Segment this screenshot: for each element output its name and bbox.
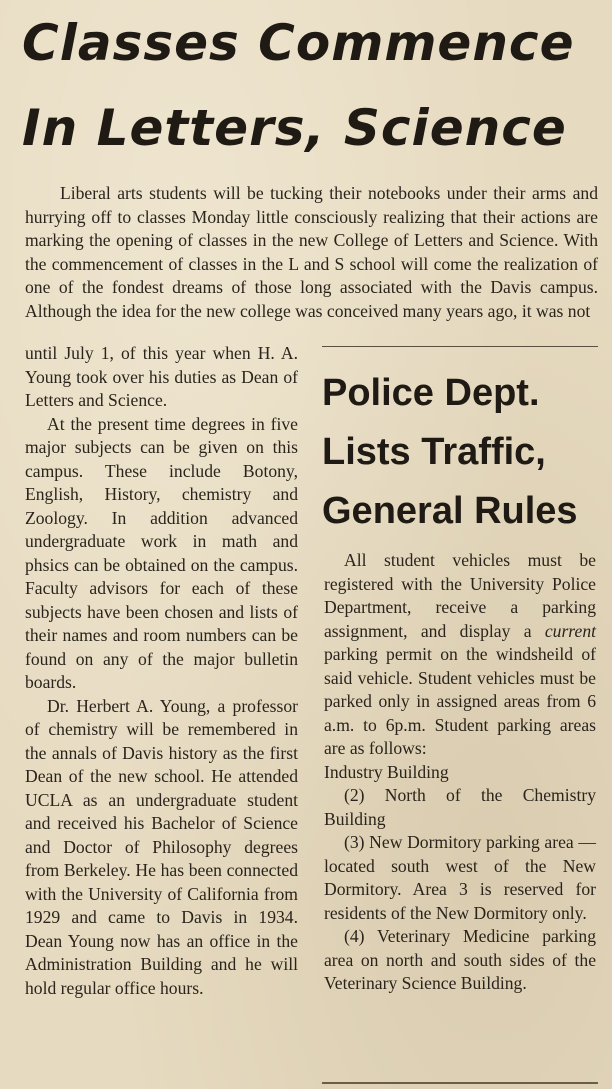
headline-line-2: In Letters, Science [22, 99, 567, 157]
police-headline-line-1: Police Dept. [322, 372, 540, 414]
paragraph-dean-appointment: until July 1, of this year when H. A. Young took over his duties as Dean of Letters and Science. [25, 343, 298, 410]
paragraph-degrees: At the present time degrees in five major subjects can be given on this campus. These include Botony, English, History, chemistry and Zoology. In addition advanced undergraduate work in math and phsics can be obtained on the campus. Faculty advisors for each of these subjects have been chosen and lists of their names and room numbers can be found on any of the major bulletin boards. [25, 413, 298, 692]
parking-area-4: (4) Veterinary Medicine parking area on north and south sides of the Veterinary Science Building. [324, 926, 596, 993]
bottom-rule [322, 1082, 598, 1084]
column-divider-rule [322, 346, 598, 347]
parking-area-1: Industry Building [324, 761, 449, 782]
parking-area-3: (3) New Dormitory parking area — located south west of the New Dormitory. Area 3 is reserved for residents of the New Dormitory only. [324, 832, 596, 923]
police-headline [322, 364, 602, 541]
police-headline-line-3: General Rules [322, 490, 578, 532]
paragraph-dr-young: Dr. Herbert A. Young, a professor of chemistry will be remembered in the annals of Davis history as the first Dean of the new school. He attended UCLA as an undergraduate student and received his Bachelor of Science and Doctor of Philosophy degrees from Berkeley. He has been connected with the University of California from 1929 and came to Davis in 1934. Dean Young now has an office in the Administration Building and he will hold regular office hours. [25, 695, 298, 998]
intro-paragraph: Liberal arts students will be tucking their notebooks under their arms and hurrying off to classes Monday little consciously realizing that their actions are marking the opening of classes in the new College of Letters and Science. With the commencement of classes in the L and S school will come the realization of one of the fondest dreams of those long associated with the Davis campus. Although the idea for the new college was conceived many years ago, it was not [25, 183, 598, 321]
parking-area-2: (2) North of the Chemistry Building [324, 785, 596, 829]
vehicle-rules-emphasis: current [544, 620, 596, 641]
right-column [324, 549, 596, 996]
vehicle-rules-text-b: parking permit on the windsheild of said vehicle. Student vehicles must be parked only in assigned areas from 6 a.m. to 6p.m. Student parking areas are as follows: [324, 644, 596, 758]
paragraph-vehicle-rules [324, 549, 596, 761]
vehicle-rules-text-a: All student vehicles must be registered with the University Police Department, receive a parking assignment, and display a [324, 550, 596, 641]
police-headline-line-2: Lists Traffic, [322, 431, 546, 473]
headline-line-1: Classes Commence [22, 14, 575, 72]
left-column [25, 342, 298, 1000]
